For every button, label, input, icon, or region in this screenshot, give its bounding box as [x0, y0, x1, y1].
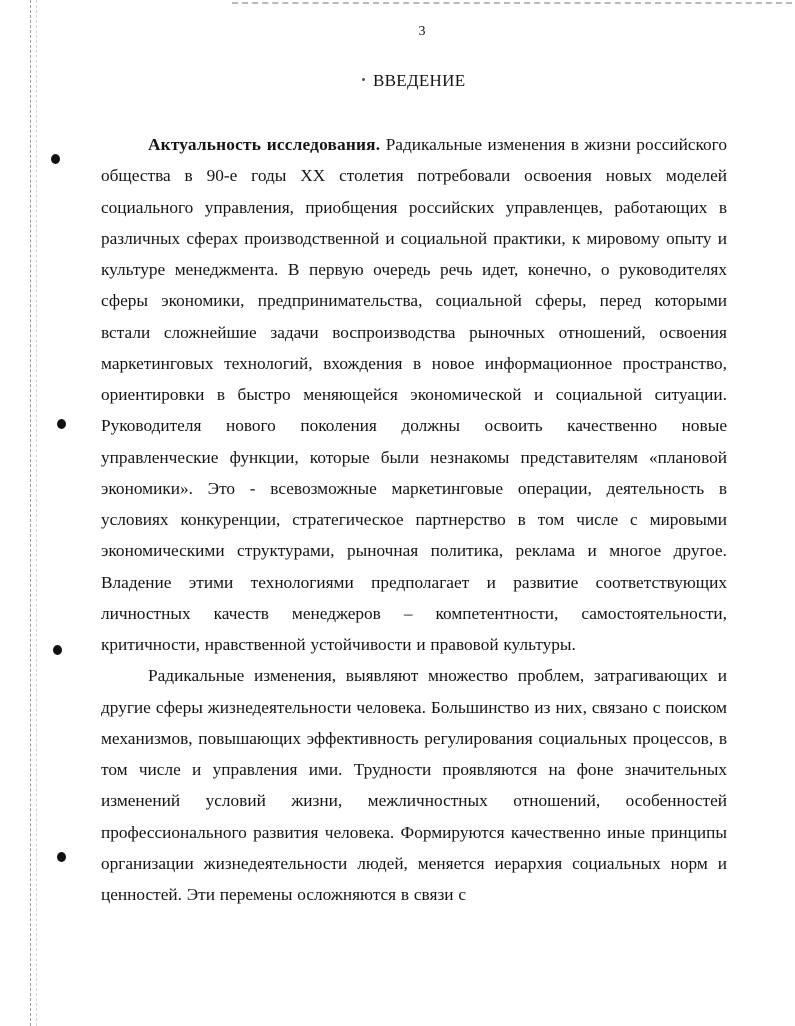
scan-left-edge: [30, 0, 31, 1026]
binder-hole-mark: [51, 154, 60, 164]
binder-hole-mark: [57, 852, 66, 862]
binder-hole-mark: [53, 645, 62, 655]
page-number: 3: [418, 24, 426, 39]
paragraph-text: Радикальные изменения в жизни российского общества в 90-е годы XX столетия потребовали освоения новых моделей социального управления, приобщения российских управленцев, работающих в различных сферах производственной и социальной практики, к мировому опыту и культуре менеджмента. В первую очередь речь идет, конечно, о руководителях сферы экономики, предпринимательства, социальной сферы, перед которыми встали сложнейшие задачи воспроизводства рыночных отношений, освоения маркетинговых технологий, вхождения в новое информационное пространство, ориентировки в быстро меняющейся экономической и социальной ситуации. Руководителя нового поколения должны освоить качественно новые управленческие функции, которые были незнакомы представителям «плановой экономики». Это - всевозможные маркетинговые операции, деятельность в условиях конкуренции, стратегическое партнерство в том числе с мировыми экономическими структурами, рыночная политика, реклама и многое другое. Владение этими технологиями предполагает и развитие соответствующих личностных качеств менеджеров – компетентности, самостоятельности, критичности, нравственной устойчивости и правовой культуры.: [101, 135, 727, 654]
scan-speck: [362, 78, 365, 81]
document-body: [101, 129, 727, 910]
scan-left-edge-faint: [36, 0, 37, 1026]
scan-top-edge: [232, 2, 792, 4]
paragraph-relevance: [101, 129, 727, 660]
page-heading: ВВЕДЕНИЕ: [373, 71, 466, 90]
binder-hole-mark: [57, 419, 66, 429]
paragraph-lead: Актуальность исследования.: [148, 135, 381, 154]
paragraph-changes: Радикальные изменения, выявляют множество проблем, затрагивающих и другие сферы жизнедеятельности человека. Большинство из них, связано с поиском механизмов, повышающих эффективность регулирования социальных процессов, в том числе и управления ими. Трудности проявляются на фоне значительных изменений условий жизни, межличностных отношений, особенностей профессионального развития человека. Формируются качественно иные принципы организации жизнедеятельности людей, меняется иерархия социальных норм и ценностей. Эти перемены осложняются в связи с: [101, 666, 727, 904]
